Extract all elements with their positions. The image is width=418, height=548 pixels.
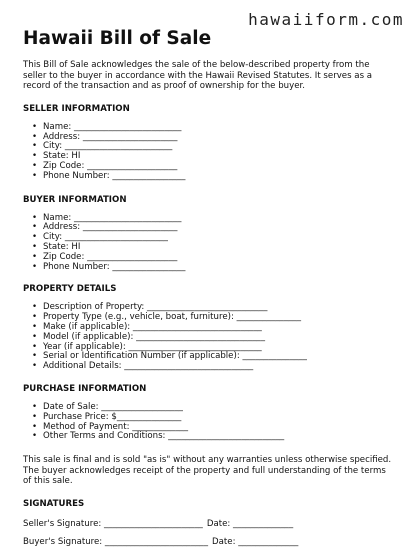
purchase-price-field: • Purchase Price: $_______________: [43, 413, 395, 423]
purchase-heading: PURCHASE INFORMATION: [23, 383, 147, 394]
purchase-field-list: [23, 403, 395, 442]
property-year-field: • Year (if applicable): _______________________________: [43, 343, 395, 353]
seller-signature-line: [23, 519, 395, 530]
buyer-signature-field: Buyer's Signature: ________________________: [23, 536, 209, 547]
signatures-heading: SIGNATURES: [23, 498, 85, 509]
closing-paragraph: This sale is final and is sold "as is" without any warranties unless otherwise specified. The buyer acknowledges receipt of the property and full understanding of the terms of this sale.: [23, 455, 392, 487]
buyer-signature-line: [23, 537, 395, 548]
buyer-state-field: • State: HI: [43, 243, 395, 253]
property-serial-field: • Serial or Identification Number (if applicable): _______________: [43, 352, 395, 362]
signatures-section: [23, 499, 395, 548]
property-section: [23, 284, 395, 372]
property-make-field: • Make (if applicable): ______________________________: [43, 323, 395, 333]
site-watermark: hawaiiform.com: [248, 10, 404, 29]
seller-city-field: • City: _________________________: [43, 142, 395, 152]
property-heading: PROPERTY DETAILS: [23, 284, 117, 295]
seller-signature-date-field: Date: ______________: [206, 518, 294, 529]
buyer-signature-date-field: Date: ______________: [212, 536, 299, 547]
seller-zip-field: • Zip Code: _____________________: [43, 162, 395, 172]
buyer-city-field: • City: ________________________: [43, 233, 395, 243]
seller-name-field: • Name: _________________________: [43, 123, 395, 133]
purchase-section: [23, 384, 395, 442]
buyer-name-field: • Name: _________________________: [43, 214, 395, 224]
payment-method-field: • Method of Payment: _____________: [43, 423, 395, 433]
property-description-field: • Description of Property: ____________________________: [43, 303, 395, 313]
property-type-field: • Property Type (e.g., vehicle, boat, furniture): _______________: [43, 313, 395, 323]
property-field-list: [23, 303, 395, 372]
document-title: Hawaii Bill of Sale: [23, 28, 212, 49]
buyer-field-list: [23, 214, 395, 273]
intro-paragraph: This Bill of Sale acknowledges the sale of the below-described property from the seller to the buyer in accordance with the Hawaii Revised Statutes. It serves as a record of the transaction and as proof of ownership for the buyer.: [23, 60, 373, 92]
buyer-phone-field: • Phone Number: _________________: [43, 263, 395, 273]
seller-signature-field: Seller's Signature: _______________________: [23, 518, 203, 529]
seller-address-field: • Address: ______________________: [43, 133, 395, 143]
seller-state-field: • State: HI: [43, 152, 395, 162]
seller-heading: SELLER INFORMATION: [23, 103, 130, 114]
seller-field-list: [23, 123, 395, 182]
buyer-section: [23, 195, 395, 273]
seller-phone-field: • Phone Number: _________________: [43, 172, 395, 182]
other-terms-field: • Other Terms and Conditions: ___________________________: [43, 432, 395, 442]
buyer-heading: BUYER INFORMATION: [23, 194, 127, 205]
buyer-zip-field: • Zip Code: _____________________: [43, 253, 395, 263]
bill-of-sale-document: [23, 28, 395, 548]
buyer-address-field: • Address: ______________________: [43, 223, 395, 233]
seller-section: [23, 104, 395, 182]
sale-date-field: • Date of Sale: ___________________: [43, 403, 395, 413]
property-model-field: • Model (if applicable): ______________________________: [43, 333, 395, 343]
property-details-field: • Additional Details: ______________________________: [43, 362, 395, 372]
